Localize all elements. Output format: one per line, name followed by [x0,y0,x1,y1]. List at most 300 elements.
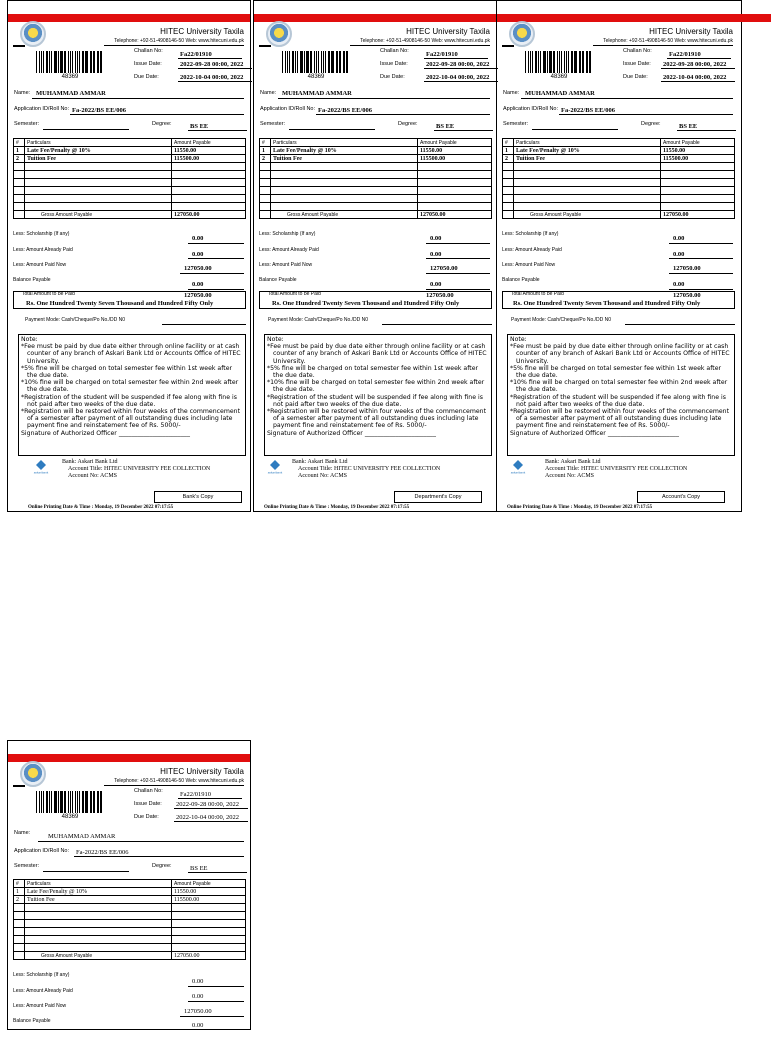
copy-label: Account's Copy [637,491,725,503]
paid-now-value: 127050.00 [673,265,701,272]
divider [104,785,244,786]
barcode-bar [79,791,80,813]
barcode-bar [300,51,301,73]
barcode-bar [54,51,55,73]
note-title: Note: [510,336,527,343]
name-label: Name: [503,90,520,96]
barcode-bar [582,51,583,73]
askari-bank-logo-icon [510,460,526,475]
challan-no-label: Challan No: [380,48,409,54]
askari-bank-logo-icon [33,460,49,475]
scholarship-value: 0.00 [192,235,204,242]
barcode-bar [561,51,562,73]
issue-date-value: 2022-09-28 00:00, 2022 [178,61,252,69]
divider [188,986,244,987]
barcode-bar [571,51,573,73]
barcode-number: 48369 [61,74,79,80]
barcode-bar [557,51,558,73]
fee-table [259,138,492,219]
challan-account-copy [496,0,742,512]
gross-amount: 127050.00 [172,952,246,960]
table-row: 1 Late Fee/Penalty @ 10% 11550.00 [503,147,735,155]
account-no: Account No: ACMS [545,473,595,479]
barcode-bar [589,51,591,73]
paid-now-value: 127050.00 [184,1008,212,1015]
issue-date-label: Issue Date: [134,801,162,807]
barcode-bar [75,791,76,813]
balance-value: 0.00 [430,281,442,288]
paid-now-label: Less: Amount Paid Now [13,1003,67,1009]
table-row: 1 Late Fee/Penalty @ 10% 11550.00 [14,888,246,896]
barcode-bar [100,51,102,73]
note-line: *Registration of the student will be suspended if fee along with fine is not paid after two weeks of the due date. [510,393,726,408]
payment-mode-label: Payment Mode: Cash/Cheque/Po No./DD N0 [25,317,126,323]
due-date-label: Due Date: [134,74,159,80]
student-name: MUHAMMAD AMMAR [525,90,595,97]
gross-label: Gross Amount Payable [514,211,661,219]
student-name: MUHAMMAD AMMAR [282,90,352,97]
barcode-bar [346,51,348,73]
barcode-bar [314,51,315,73]
barcode-bar [79,51,80,73]
barcode-bar [336,51,337,73]
divider [180,1016,244,1017]
barcode-bar [306,51,308,73]
barcode-bar [304,51,305,73]
barcode-bar [325,51,326,73]
barcode-bar [295,51,296,73]
bank-name: Bank: Askari Bank Ltd [292,459,348,465]
issue-date-value: 2022-09-28 00:00, 2022 [174,801,248,809]
notes-box [264,334,492,456]
issue-date-label: Issue Date: [380,61,408,67]
already-paid-value: 0.00 [192,251,204,258]
barcode-bar [337,51,338,73]
payment-mode-label: Payment Mode: Cash/Cheque/Po No./DD N0 [511,317,612,323]
gross-amount: 127050.00 [661,211,735,219]
account-no: Account No: ACMS [298,473,348,479]
divider [426,273,490,274]
university-name: HITEC University Taxila [160,27,244,36]
roll-no-label: Application ID/Roll No: [503,106,559,112]
divider [532,129,618,130]
divider [593,45,733,46]
already-paid-value: 0.00 [673,251,685,258]
barcode-bar [343,51,344,73]
roll-no-label: Application ID/Roll No: [260,106,316,112]
col-particulars: Particulars [271,139,418,147]
barcode-bar [39,51,40,73]
col-amount: Amount Payable [172,139,246,147]
barcode-bar [64,51,65,73]
divider [162,324,246,325]
note-line: *5% fine will be charged on total semester fee within 1st week after the due date. [267,364,479,380]
header-red-bar [497,14,771,22]
scholarship-value: 0.00 [430,235,442,242]
total-label: Total Amount to be Paid [511,291,564,297]
barcode-bar [579,51,580,73]
barcode-bar [85,51,86,73]
degree-label: Degree: [398,121,418,127]
challan-no-label: Challan No: [623,48,652,54]
askari-bank-logo-icon [267,460,283,475]
barcode-bar [55,51,56,73]
divider [259,45,271,47]
name-label: Name: [14,90,31,96]
barcode-bar [323,51,324,73]
col-particulars: Particulars [25,139,172,147]
balance-label: Balance Payable [13,277,51,283]
already-paid-label: Less: Amount Already Paid [502,247,562,253]
table-row: 2 Tuition Fee 115500.00 [503,155,735,163]
note-line: *Fee must be paid by due date either through online facility or at cash counter of any branch of Askari Bank Ltd or Accounts Office of HITEC University. [510,343,730,365]
col-num: # [14,139,25,147]
fee-table [13,879,246,960]
barcode-bar [97,51,98,73]
barcode-bar [97,791,98,813]
challan-no-value: Fa22/01910 [424,51,488,59]
barcode-bar [525,51,526,73]
barcode-bar [574,51,575,73]
degree-value: BS EE [677,123,736,131]
issue-date-label: Issue Date: [134,61,162,67]
barcode-bar [301,51,302,73]
barcode-bar [85,791,86,813]
barcode-bar [530,51,531,73]
barcode-bar [39,791,40,813]
issue-date-value: 2022-09-28 00:00, 2022 [661,61,735,69]
barcode-bar [91,51,92,73]
scholarship-label: Less: Scholarship (If any) [502,231,559,237]
divider [13,45,25,47]
issue-date-value: 2022-09-28 00:00, 2022 [424,61,498,69]
svg-text:askaribank: askaribank [33,470,49,475]
barcode-bar [332,51,333,73]
note-line: *10% fine will be charged on total semester fee within 2nd week after the due date. [510,379,728,394]
barcode [36,51,104,73]
notes-box [507,334,735,456]
account-title: Account Title: HITEC UNIVERSITY FEE COLLECTION [68,466,211,472]
barcode-bar [77,51,78,73]
amount-in-words: Rs. One Hundred Twenty Seven Thousand and Hundred Fifty Only [26,300,214,307]
barcode-bar [68,51,69,73]
already-paid-label: Less: Amount Already Paid [259,247,319,253]
bank-name: Bank: Askari Bank Ltd [545,459,601,465]
barcode-bar [287,51,288,73]
barcode [525,51,593,73]
barcode-bar [532,51,533,73]
challan-no-value: Fa22/01910 [178,791,242,799]
paid-now-label: Less: Amount Paid Now [259,262,313,268]
barcode-bar [70,791,71,813]
note-line: *Fee must be paid by due date either through online facility or at cash counter of any branch of Askari Bank Ltd or Accounts Office of HITEC University. [267,343,487,365]
note-line: *Registration of the student will be suspended if fee along with fine is not paid after two weeks of the due date. [21,393,237,408]
note-line: *5% fine will be charged on total semester fee within 1st week after the due date. [510,364,722,380]
bank-details [292,459,440,480]
challan-student-copy [7,740,251,1030]
divider [43,871,129,872]
roll-no-label: Application ID/Roll No: [14,106,70,112]
semester-label: Semester: [14,863,40,869]
divider [188,1001,244,1002]
semester-label: Semester: [503,121,529,127]
total-value: 127050.00 [673,292,701,299]
barcode-bar [331,51,332,73]
challan-bank-copy [7,0,251,512]
barcode-bar [86,51,87,73]
barcode-bar [559,51,560,73]
barcode-bar [70,51,71,73]
already-paid-label: Less: Amount Already Paid [13,988,73,994]
barcode-bar [554,51,555,73]
barcode-bar [289,51,290,73]
paid-now-value: 127050.00 [430,265,458,272]
divider [502,45,514,47]
scholarship-value: 0.00 [673,235,685,242]
barcode-bar [564,51,565,73]
barcode-bar [82,51,84,73]
col-amount: Amount Payable [418,139,492,147]
name-label: Name: [14,830,31,836]
divider [669,243,733,244]
note-line: *Fee must be paid by due date either through online facility or at cash counter of any branch of Askari Bank Ltd or Accounts Office of HITEC University. [21,343,241,365]
degree-value: BS EE [188,865,247,873]
challan-no-value: Fa22/01910 [667,51,731,59]
scholarship-value: 0.00 [192,978,204,985]
due-date-value: 2022-10-04 00:00, 2022 [178,74,252,82]
bank-details [545,459,687,480]
table-row: 1 Late Fee/Penalty @ 10% 11550.00 [14,147,246,155]
barcode-bar [60,51,62,73]
telephone-line: Telephone: +92-51-4908146-50 Web: www.hitecuni.edu.pk [360,38,490,44]
col-num: # [14,880,25,888]
roll-no-value: Fa-2022/BS EE/006 [70,107,244,115]
university-name: HITEC University Taxila [406,27,490,36]
barcode-bar [77,791,78,813]
printing-datetime: Online Printing Date & Time : Monday, 19 December 2022 07:17:55 [507,505,653,510]
account-no: Account No: ACMS [68,473,118,479]
challan-student-copy-tail [7,1030,251,1040]
barcode-bar [75,51,76,73]
balance-label: Balance Payable [259,277,297,283]
already-paid-value: 0.00 [192,993,204,1000]
telephone-line: Telephone: +92-51-4908146-50 Web: www.hitecuni.edu.pk [114,38,244,44]
university-name: HITEC University Taxila [649,27,733,36]
balance-label: Balance Payable [502,277,540,283]
barcode-bar [297,51,298,73]
due-date-value: 2022-10-04 00:00, 2022 [661,74,735,82]
challan-no-value: Fa22/01910 [178,51,242,59]
col-amount: Amount Payable [172,880,246,888]
student-name: MUHAMMAD AMMAR [36,90,106,97]
due-date-label: Due Date: [380,74,405,80]
barcode-bar [553,51,554,73]
barcode-bar [98,51,99,73]
svg-text:askaribank: askaribank [267,470,283,475]
note-title: Note: [21,336,38,343]
divider [669,273,733,274]
barcode-number: 48369 [307,74,325,80]
barcode-bar [51,791,52,813]
gross-label: Gross Amount Payable [25,211,172,219]
note-line: *Registration will be restored within four weeks of the commencement of a semester after payment of all outstanding dues including late payment fine and reinstatement fee of Rs. 5000/- [21,408,241,430]
payment-mode-label: Payment Mode: Cash/Cheque/Po No./DD N0 [268,317,369,323]
barcode-bar [68,791,69,813]
divider [32,98,244,99]
barcode-bar [49,791,50,813]
col-particulars: Particulars [514,139,661,147]
notes-box [18,334,246,456]
barcode-bar [586,51,587,73]
col-num: # [503,139,514,147]
divider [669,289,733,290]
barcode-bar [100,791,102,813]
barcode [36,791,104,813]
due-date-label: Due Date: [134,814,159,820]
copy-label: Bank's Copy [154,491,242,503]
barcode-bar [64,791,65,813]
barcode-bar [544,51,545,73]
amount-in-words: Rs. One Hundred Twenty Seven Thousand and Hundred Fifty Only [513,300,701,307]
total-label: Total Amount to be Paid [22,291,75,297]
due-date-value: 2022-10-04 00:00, 2022 [424,74,498,82]
total-label: Total Amount to be Paid [268,291,321,297]
barcode-bar [98,791,99,813]
barcode-bar [580,51,581,73]
bank-details [62,459,210,480]
barcode-bar [43,791,44,813]
divider [278,98,490,99]
barcode-bar [587,51,588,73]
barcode-bar [82,791,84,813]
barcode-bar [65,51,66,73]
barcode-bar [318,51,319,73]
degree-label: Degree: [641,121,661,127]
total-value: 127050.00 [184,292,212,299]
note-line: *10% fine will be charged on total semester fee within 2nd week after the due date. [267,379,485,394]
note-line: *10% fine will be charged on total semester fee within 2nd week after the due date. [21,379,239,394]
barcode-bar [58,791,59,813]
table-row: 2 Tuition Fee 115500.00 [14,155,246,163]
barcode-bar [528,51,529,73]
printing-datetime: Online Printing Date & Time : Monday, 19 December 2022 07:17:55 [264,505,410,510]
scholarship-label: Less: Scholarship (If any) [13,231,70,237]
barcode-bar [310,51,311,73]
degree-value: BS EE [188,123,247,131]
barcode [282,51,350,73]
already-paid-label: Less: Amount Already Paid [13,247,73,253]
table-row: 2 Tuition Fee 115500.00 [260,155,492,163]
divider [13,785,25,787]
barcode-bar [328,51,330,73]
barcode-bar [93,51,94,73]
fee-table [502,138,735,219]
barcode-bar [41,791,42,813]
note-line: *5% fine will be charged on total semester fee within 1st week after the due date. [21,364,233,380]
note-line: *Registration will be restored within four weeks of the commencement of a semester after payment of all outstanding dues including late payment fine and reinstatement fee of Rs. 5000/- [267,408,487,430]
scholarship-label: Less: Scholarship (If any) [259,231,316,237]
degree-label: Degree: [152,121,172,127]
university-name: HITEC University Taxila [160,767,244,776]
roll-no-label: Application ID/Roll No: [14,848,70,854]
printing-datetime: Online Printing Date & Time : Monday, 19 December 2022 07:17:55 [28,505,174,510]
barcode-bar [543,51,544,73]
barcode-bar [55,791,56,813]
note-line: *Registration will be restored within four weeks of the commencement of a semester after payment of all outstanding dues including late payment fine and reinstatement fee of Rs. 5000/- [510,408,730,430]
challan-no-label: Challan No: [134,788,163,794]
divider [104,45,244,46]
degree-label: Degree: [152,863,172,869]
divider [426,289,490,290]
barcode-bar [46,51,48,73]
telephone-line: Telephone: +92-51-4908146-50 Web: www.hitecuni.edu.pk [114,778,244,784]
barcode-bar [43,51,44,73]
balance-value: 0.00 [192,281,204,288]
copy-label: Department's Copy [394,491,482,503]
amount-in-words: Rs. One Hundred Twenty Seven Thousand and Hundred Fifty Only [272,300,460,307]
total-value: 127050.00 [426,292,454,299]
col-num: # [260,139,271,147]
barcode-bar [46,791,48,813]
barcode-bar [547,51,548,73]
name-label: Name: [260,90,277,96]
signature-line: Signature of Authorized Officer _______________________ [21,429,190,437]
barcode-bar [575,51,576,73]
table-row: 1 Late Fee/Penalty @ 10% 11550.00 [260,147,492,155]
telephone-line: Telephone: +92-51-4908146-50 Web: www.hitecuni.edu.pk [603,38,733,44]
gross-amount: 127050.00 [418,211,492,219]
roll-no-value: Fa-2022/BS EE/006 [74,849,244,857]
header-red-bar [8,754,250,762]
barcode-bar [566,51,567,73]
barcode-bar [292,51,294,73]
paid-now-label: Less: Amount Paid Now [502,262,556,268]
barcode-bar [86,791,87,813]
barcode-bar [72,791,73,813]
barcode-bar [93,791,94,813]
gross-label: Gross Amount Payable [25,952,172,960]
barcode-number: 48369 [61,814,79,820]
barcode-bar [282,51,283,73]
divider [669,258,733,259]
divider [188,258,244,259]
signature-line: Signature of Authorized Officer _______________________ [510,429,679,437]
barcode-bar [65,791,66,813]
account-title: Account Title: HITEC UNIVERSITY FEE COLLECTION [298,466,441,472]
barcode-bar [540,51,541,73]
gross-amount: 127050.00 [172,211,246,219]
degree-value: BS EE [434,123,493,131]
barcode-bar [344,51,345,73]
barcode-number: 48369 [550,74,568,80]
barcode-bar [316,51,317,73]
note-title: Note: [267,336,284,343]
col-amount: Amount Payable [661,139,735,147]
divider [43,129,129,130]
barcode-bar [311,51,312,73]
divider [38,841,244,842]
barcode-bar [321,51,322,73]
account-title: Account Title: HITEC UNIVERSITY FEE COLLECTION [545,466,688,472]
barcode-bar [36,791,37,813]
barcode-bar [58,51,59,73]
challan-department-copy [253,0,497,512]
header-red-bar [8,14,250,22]
already-paid-value: 0.00 [430,251,442,258]
barcode-bar [60,791,62,813]
divider [350,45,490,46]
roll-no-value: Fa-2022/BS EE/006 [559,107,733,115]
